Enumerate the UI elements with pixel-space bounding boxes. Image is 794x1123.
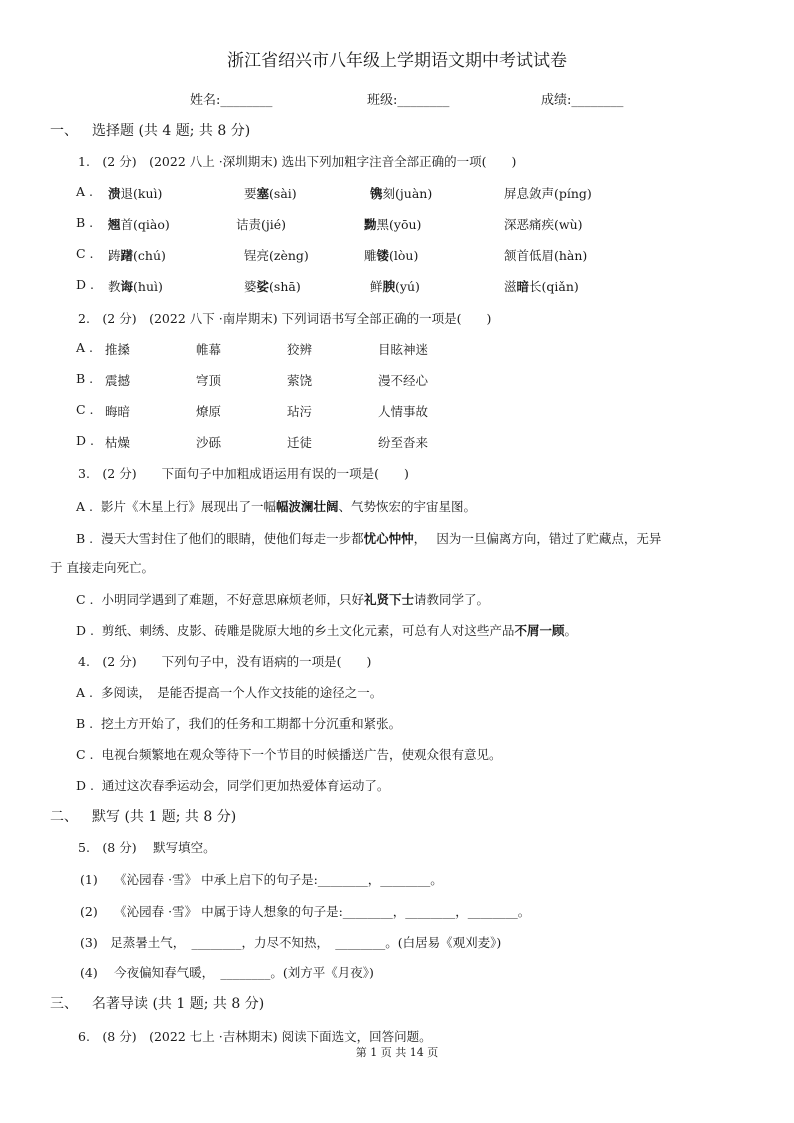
q5-item: (1) 《沁园春 ·雪》 中承上启下的句子是:________，________。 [80,872,443,887]
q3-option-d: D . 剪纸、刺绣、皮影、砖雕是陇原大地的乡土文化元素，可总有人对这些产品不屑一顾。 [76,623,577,638]
section-1-title: 选择题 (共 4 题; 共 8 分) [92,123,251,139]
q2-word: 玷污 [287,404,313,419]
q1-option-d-item: 婆娑(shā) [244,279,301,294]
q1-option-c-item: 踌躇(chú) [108,248,166,263]
q1-option-b-item: 翘首(qiào) [108,217,170,232]
q4-option-d: D . 通过这次春季运动会，同学们更加热爱体育运动了。 [76,778,390,793]
q1-option-b-letter: B . [76,215,94,230]
q1-option-a-item: 镌刻(juàn) [370,186,433,201]
q1-option-d-item: 鲜腴(yú) [370,279,420,294]
q2-option-a-letter: A . [76,340,93,355]
q5-item: (4) 今夜偏知春气暖， ________。(刘方平《月夜》) [80,965,374,980]
question-6-stem: 6. (8 分) (2022 七上 ·吉林期末) 阅读下面选文，回答问题。 [78,1029,432,1044]
q2-word: 目眩神迷 [378,342,429,357]
q2-word: 帷幕 [196,342,222,357]
section-2-title: 默写 (共 1 题; 共 8 分) [92,809,237,825]
q3-option-b-continued: 于 直接走向死亡。 [50,560,154,575]
q2-option-d-letter: D . [76,433,94,448]
q1-option-a-item: 要塞(sài) [244,186,297,201]
q4-option-b: B . 挖土方开始了，我们的任务和工期都十分沉重和紧张。 [76,716,402,731]
q1-option-a-letter: A . [76,184,93,199]
q2-word: 穹顶 [196,373,222,388]
q1-option-c-letter: C . [76,246,94,261]
q1-option-a-item: 屏息敛声(píng) [504,186,592,201]
q2-word: 狡辨 [287,342,313,357]
page-title: 浙江省绍兴市八年级上学期语文期中考试试卷 [227,51,567,71]
name-field: 姓名:________ [190,93,273,108]
q1-option-d-letter: D . [76,277,94,292]
score-field: 成绩:________ [541,93,624,108]
q2-word: 推搡 [105,342,131,357]
q4-option-a: A . 多阅读， 是能否提高一个人作文技能的途径之一。 [76,685,383,700]
question-2-stem: 2. (2 分) (2022 八下 ·南岸期末) 下列词语书写全部正确的一项是( ) [78,311,492,326]
q5-item: (2) 《沁园春 ·雪》 中属于诗人想象的句子是:________，________，________。 [80,904,531,919]
q2-word: 枯燥 [105,435,131,450]
q3-option-c: C . 小明同学遇到了难题，不好意思麻烦老师，只好礼贤下士请教同学了。 [76,592,490,607]
question-5-stem: 5. (8 分) 默写填空。 [78,840,216,855]
q2-word: 燎原 [196,404,222,419]
section-1-number: 一、 [50,123,78,139]
question-3-stem: 3. (2 分) 下面句子中加粗成语运用有误的一项是( ) [78,466,409,481]
q2-word: 晦暗 [105,404,131,419]
q2-word: 漫不经心 [378,373,429,388]
class-field: 班级:________ [367,93,450,108]
q1-option-c-item: 雕镂(lòu) [364,248,419,263]
section-3-number: 三、 [50,996,78,1012]
q1-option-d-item: 教诲(huì) [108,279,163,294]
q1-option-b-item: 黝黑(yōu) [364,217,422,232]
page-number: 第 1 页 共 14 页 [355,1046,439,1059]
q3-option-b: B . 漫天大雪封住了他们的眼睛，使他们每走一步都忧心忡忡， 因为一旦偏离方向，错过了贮藏点，无异 [76,531,662,546]
q2-option-c-letter: C . [76,402,94,417]
q4-option-c: C . 电视台频繁地在观众等待下一个节目的时候播送广告，使观众很有意见。 [76,747,502,762]
q1-option-c-item: 颔首低眉(hàn) [504,248,588,263]
q1-option-d-item: 滋暗长(qiǎn) [504,279,579,294]
q2-word: 纷至沓来 [378,435,429,450]
q1-option-b-item: 深恶痛疾(wù) [504,217,583,232]
q2-word: 萦饶 [287,373,313,388]
section-2-number: 二、 [50,809,78,825]
q1-option-c-item: 锃亮(zèng) [244,248,309,263]
q5-item: (3) 足蒸暑土气， ________，力尽不知热， ________。(白居易《观刈麦》) [80,935,502,950]
q3-option-a: A . 影片《木星上行》展现出了一幅幅波澜壮阔、气势恢宏的宇宙星图。 [76,499,476,514]
q2-word: 震撼 [105,373,131,388]
question-4-stem: 4. (2 分) 下列句子中，没有语病的一项是( ) [78,654,372,669]
q2-word: 人情事故 [378,404,429,419]
question-1-stem: 1. (2 分) (2022 八上 ·深圳期末) 选出下列加粗字注音全部正确的一项( ) [78,154,517,169]
q2-word: 沙砾 [196,435,222,450]
q1-option-a-item: 溃退(kuì) [108,186,163,201]
section-3-title: 名著导读 (共 1 题; 共 8 分) [92,996,265,1012]
q2-option-b-letter: B . [76,371,94,386]
q2-word: 迁徒 [287,435,313,450]
q1-option-b-item: 诘责(jié) [236,217,287,232]
